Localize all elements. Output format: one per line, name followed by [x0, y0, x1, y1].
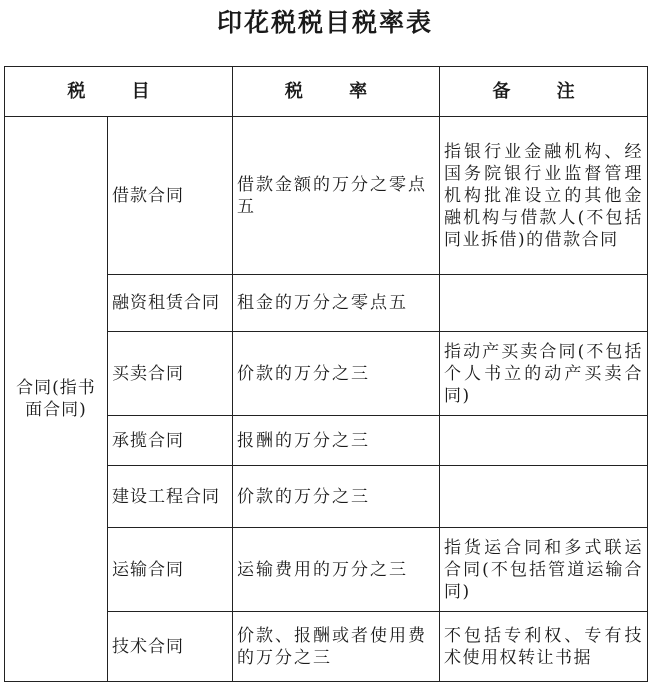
rate-cell: 运输费用的万分之三: [233, 528, 440, 612]
note-cell: 不包括专利权、专有技术使用权转让书据: [440, 612, 648, 682]
item-cell: 承揽合同: [108, 416, 233, 466]
rate-cell: 价款的万分之三: [233, 332, 440, 416]
item-cell: 买卖合同: [108, 332, 233, 416]
category-cell: 合同(指书面合同): [5, 117, 108, 682]
note-cell: [440, 416, 648, 466]
header-note: 备 注: [440, 67, 648, 117]
header-rate: 税 率: [233, 67, 440, 117]
item-cell: 运输合同: [108, 528, 233, 612]
item-cell: 建设工程合同: [108, 466, 233, 528]
tax-rate-table: [4, 66, 648, 682]
item-cell: 技术合同: [108, 612, 233, 682]
header-row: [5, 67, 648, 117]
page-title: 印花税税目税率表: [216, 8, 433, 37]
note-cell: [440, 466, 648, 528]
rate-cell: 租金的万分之零点五: [233, 275, 440, 332]
header-item: 税 目: [5, 67, 233, 117]
table-row: [5, 117, 648, 275]
note-cell: 指动产买卖合同(不包括个人书立的动产买卖合同): [440, 332, 648, 416]
item-cell: 融资租赁合同: [108, 275, 233, 332]
note-cell: 指银行业金融机构、经国务院银行业监督管理机构批准设立的其他金融机构与借款人(不包括同业拆借)的借款合同: [440, 117, 648, 275]
rate-cell: 借款金额的万分之零点五: [233, 117, 440, 275]
note-cell: 指货运合同和多式联运合同(不包括管道运输合同): [440, 528, 648, 612]
item-cell: 借款合同: [108, 117, 233, 275]
rate-cell: 价款的万分之三: [233, 466, 440, 528]
rate-cell: 报酬的万分之三: [233, 416, 440, 466]
rate-cell: 价款、报酬或者使用费的万分之三: [233, 612, 440, 682]
note-cell: [440, 275, 648, 332]
